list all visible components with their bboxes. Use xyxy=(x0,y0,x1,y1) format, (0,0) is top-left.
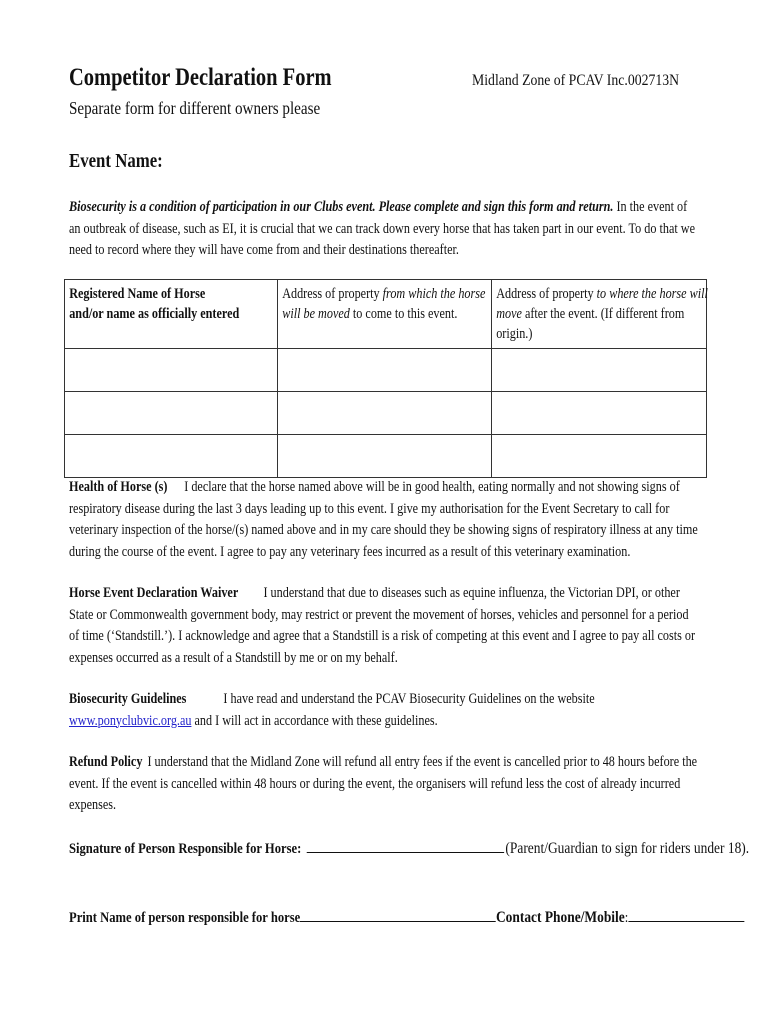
horse-name-cell[interactable] xyxy=(65,392,278,435)
health-heading: Health of Horse (s) xyxy=(69,479,168,495)
column-header-destination-address xyxy=(492,280,707,349)
biosecurity-intro xyxy=(69,197,699,262)
signature-row xyxy=(69,838,749,858)
destination-header-text: Address of property xyxy=(496,286,597,302)
guidelines-heading: Biosecurity Guidelines xyxy=(69,691,187,707)
biosecurity-intro-body: In the event of an outbreak of disease, such as EI, it is crucial that we can track down every horse that has taken part in our event. To do that we need to record where they will have come from and their destinations thereafter. xyxy=(69,199,695,258)
contact-phone-colon: : xyxy=(624,910,629,926)
horse-name-cell[interactable] xyxy=(65,349,278,392)
biosecurity-intro-bold: Biosecurity is a condition of participation in our Clubs event. Please complete and sign this form and return. xyxy=(69,199,614,215)
contact-phone-label: Contact Phone/Mobile xyxy=(495,909,625,926)
print-name-field[interactable] xyxy=(300,907,496,922)
horse-name-cell[interactable] xyxy=(65,435,278,478)
destination-address-cell[interactable] xyxy=(492,349,707,392)
destination-header-italic: to where the horse will move xyxy=(496,286,708,322)
form-subtitle: Separate form for different owners please xyxy=(69,98,321,118)
refund-policy xyxy=(69,752,699,817)
contact-phone-field[interactable] xyxy=(628,907,744,922)
origin-header-italic: from which the horse will be moved xyxy=(282,286,486,322)
destination-header-suffix: after the event. (If different from origin.) xyxy=(496,306,685,342)
organisation-name: Midland Zone of PCAV Inc.002713N xyxy=(472,72,680,89)
column-header-horse-name xyxy=(65,280,278,349)
origin-header-text: Address of property xyxy=(282,286,383,302)
biosecurity-guidelines xyxy=(69,689,699,732)
table-header-row xyxy=(65,280,707,349)
table-row xyxy=(65,392,707,435)
horse-movement-table xyxy=(64,279,707,478)
signature-note: (Parent/Guardian to sign for riders under 18). xyxy=(505,840,750,857)
health-text: I declare that the horse named above will be in good health, eating normally and not showing signs of respiratory disease during the last 3 days leading up to this event. I give my authorisation for the Event Secretary to call for veterinary inspection of the horse/(s) named above and in my care should they be showing signs of respiratory illness at any time during the course of the event. I agree to pay any veterinary fees incurred as a result of this veterinary examination. xyxy=(69,479,698,560)
waiver-declaration xyxy=(69,583,699,669)
table-row xyxy=(65,435,707,478)
signature-field[interactable] xyxy=(306,838,503,853)
origin-address-cell[interactable] xyxy=(278,349,492,392)
pony-club-website-link[interactable]: www.ponyclubvic.org.au xyxy=(69,712,192,729)
waiver-heading: Horse Event Declaration Waiver xyxy=(69,585,239,601)
refund-heading: Refund Policy xyxy=(69,754,143,770)
origin-header-suffix: to come to this event. xyxy=(349,306,458,322)
signature-label: Signature of Person Responsible for Horse: xyxy=(69,841,302,857)
form-title: Competitor Declaration Form xyxy=(69,64,332,91)
guidelines-text: I have read and understand the PCAV Biosecurity Guidelines on the website xyxy=(223,691,595,707)
destination-address-cell[interactable] xyxy=(492,392,707,435)
column-header-origin-address xyxy=(278,280,492,349)
health-declaration xyxy=(69,477,699,563)
print-name-row xyxy=(69,907,744,927)
origin-address-cell[interactable] xyxy=(278,435,492,478)
refund-text: I understand that the Midland Zone will refund all entry fees if the event is cancelled prior to 48 hours before the event. If the event is cancelled within 48 hours or during the event, the organisers will refund less the cost of already incurred expenses. xyxy=(69,754,698,813)
guidelines-text-after: and I will act in accordance with these guidelines. xyxy=(191,712,438,729)
table-row xyxy=(65,349,707,392)
waiver-text: I understand that due to diseases such as equine influenza, the Victorian DPI, or other State or Commonwealth government body, may restrict or prevent the movement of horses, vehicles and personnel for a period of time (‘Standstill.’). I acknowledge and agree that a Standstill is a risk of competing at this event and I agree to pay all costs or expenses occurred as a result of a Standstill by me or on my behalf. xyxy=(69,585,696,666)
print-name-label: Print Name of person responsible for horse xyxy=(69,910,301,926)
column-header-horse-name-line1: Registered Name of Horse xyxy=(69,286,206,302)
origin-address-cell[interactable] xyxy=(278,392,492,435)
event-name-label: Event Name: xyxy=(69,150,163,172)
column-header-horse-name-line2: and/or name as officially entered xyxy=(69,306,240,322)
destination-address-cell[interactable] xyxy=(492,435,707,478)
